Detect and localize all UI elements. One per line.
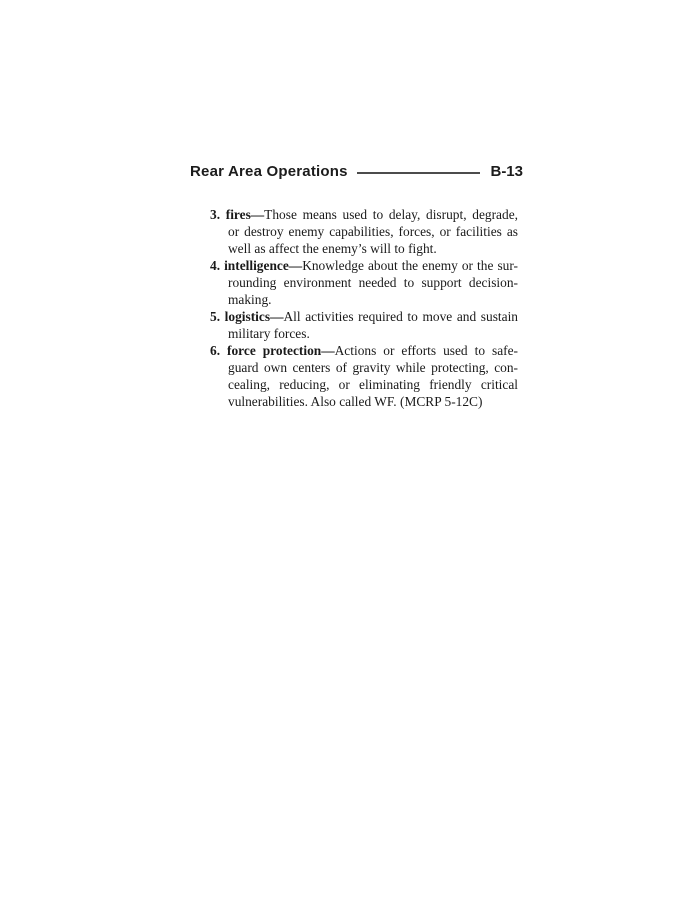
term-separator-dash: —	[321, 343, 335, 358]
definition-first-text: Knowledge about the enemy or the sur-	[302, 258, 518, 273]
glossary-item	[210, 206, 518, 257]
glossary-item-number-term: 6. force protection	[210, 343, 322, 358]
glossary-item-first-line	[210, 206, 518, 223]
header-rule-line	[357, 172, 481, 174]
definition-first-text: Those means used to delay, disrupt, degrade,	[264, 207, 518, 222]
definition-line: guard own centers of gravity while protecting, con-	[228, 360, 518, 375]
definition-line: well as affect the enemy’s will to fight.	[228, 241, 437, 256]
term-separator-dash: —	[288, 258, 303, 273]
page-header	[190, 163, 523, 180]
term-separator-dash: —	[270, 309, 284, 324]
definition-line: making.	[228, 292, 272, 307]
page-number: B-13	[490, 163, 523, 180]
glossary-item-number-term: 3. fires	[210, 207, 251, 222]
definition-first-text: Actions or efforts used to safe-	[334, 343, 518, 358]
glossary-item-first-line	[210, 342, 518, 359]
glossary-item-number-term: 5. logistics	[210, 309, 271, 324]
term-separator-dash: —	[250, 207, 265, 222]
definition-first-text: All activities required to move and sustain	[283, 309, 518, 324]
glossary-item-first-line	[210, 308, 518, 325]
glossary-item	[210, 342, 518, 410]
definition-line: or destroy enemy capabilities, forces, or facilities as	[228, 224, 518, 239]
definition-line: rounding environment needed to support decision-	[228, 275, 518, 290]
glossary-item	[210, 308, 518, 342]
glossary-item-number-term: 4. intelligence	[210, 258, 289, 273]
glossary-list	[210, 206, 518, 410]
running-header-title: Rear Area Operations	[190, 163, 348, 180]
glossary-item-first-line	[210, 257, 518, 274]
definition-line: vulnerabilities. Also called WF. (MCRP 5-12C)	[228, 394, 483, 409]
definition-line: military forces.	[228, 326, 310, 341]
definition-line: cealing, reducing, or eliminating friendly critical	[228, 377, 518, 392]
glossary-item	[210, 257, 518, 308]
